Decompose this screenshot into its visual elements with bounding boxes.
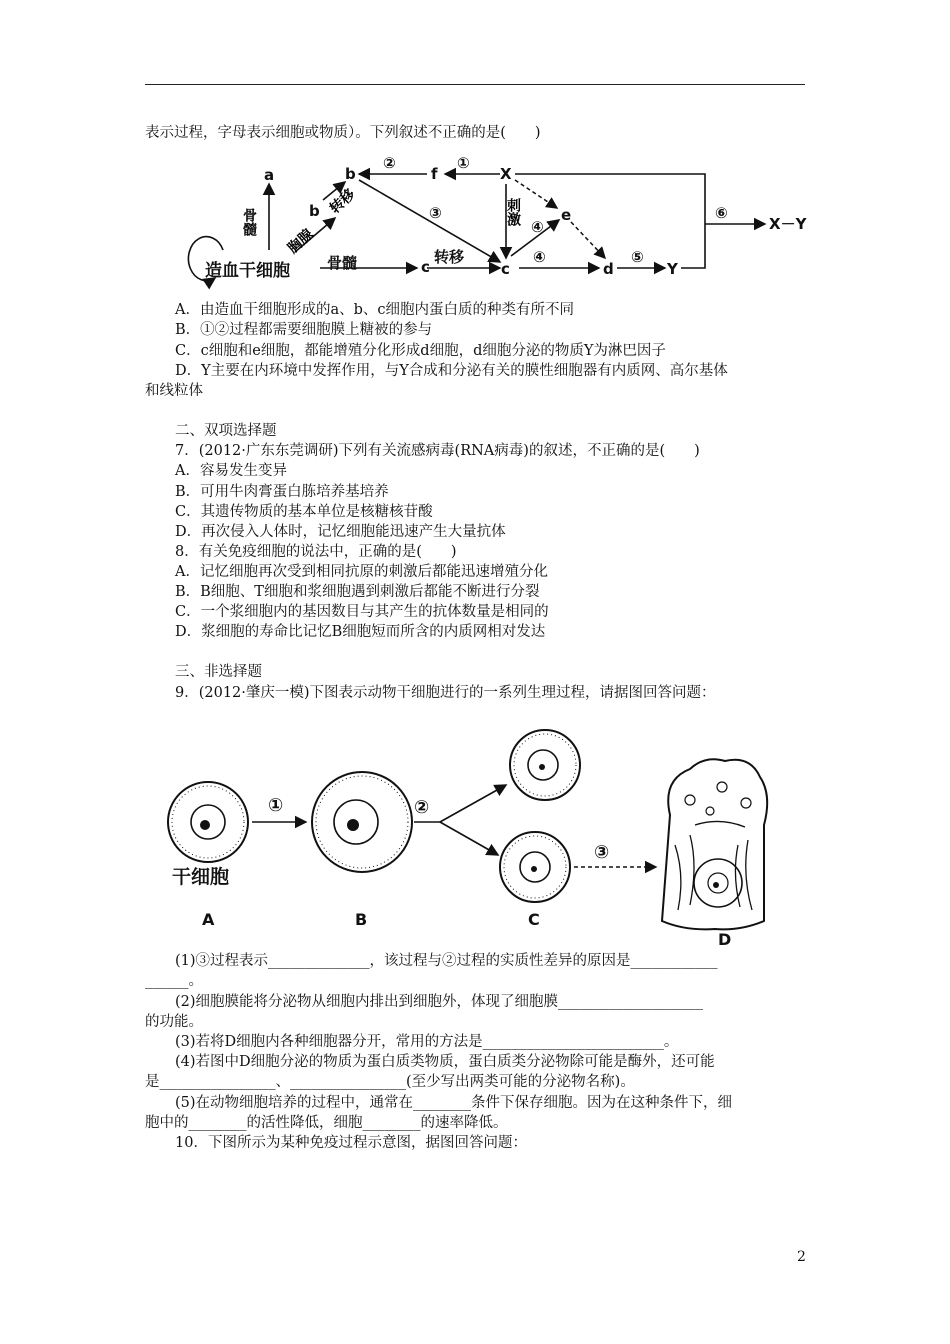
option-7a: A．容易发生变异 — [175, 463, 287, 479]
step-3: ③ — [429, 204, 442, 222]
cell-f: f — [431, 165, 438, 183]
question-9-part-2-cont: 的功能。 — [145, 1014, 203, 1030]
cell-b: b — [345, 165, 356, 183]
xy-complex: X－Y — [769, 215, 807, 233]
process-2: ② — [414, 797, 430, 818]
option-6c: C．c细胞和e细胞，都能增殖分化形成d细胞，d细胞分泌的物质Y为淋巴因子 — [175, 343, 666, 359]
section-heading-3: 三、非选择题 — [175, 664, 262, 680]
antigen-x: X — [500, 165, 512, 183]
label-d: D — [718, 930, 732, 949]
question-9: 9．(2012·肇庆一模)下图表示动物干细胞进行的一系列生理过程，请据图回答问题： — [175, 685, 716, 701]
thymus-label: 胸腺 — [284, 226, 317, 257]
option-6d-cont: 和线粒体 — [145, 383, 203, 399]
cell-b-lower: b — [309, 202, 320, 220]
question-9-part-5: (5)在动物细胞培养的过程中，通常在________条件下保存细胞。因为在这种条件下，细 — [175, 1095, 733, 1111]
step-1: ① — [457, 154, 470, 172]
step-4a: ④ — [531, 218, 544, 236]
question-9-part-3: (3)若将D细胞内各种细胞器分开，常用的方法是_________________________。 — [175, 1034, 679, 1050]
label-c: C — [528, 910, 540, 929]
label-b: B — [355, 910, 368, 929]
option-8d: D．浆细胞的寿命比记忆B细胞短而所含的内质网相对发达 — [175, 624, 546, 640]
stimulate-label: 刺激 — [505, 198, 521, 226]
question-7: 7．(2012·广东东莞调研)下列有关流感病毒(RNA病毒)的叙述，不正确的是( ) — [175, 443, 700, 459]
option-8a: A．记忆细胞再次受到相同抗原的刺激后都能迅速增殖分化 — [175, 564, 548, 580]
bone-marrow-label-2: 骨髓 — [327, 254, 358, 272]
cell-e: e — [561, 206, 572, 224]
option-8b: B．B细胞、T细胞和浆细胞遇到刺激后都能不断进行分裂 — [175, 584, 540, 600]
bone-marrow-label-1: 骨髓 — [241, 208, 257, 236]
option-6a: A．由造血干细胞形成的a、b、c细胞内蛋白质的种类有所不同 — [175, 302, 575, 318]
question-9-part-1: (1)③过程表示______________，该过程与②过程的实质性差异的原因是____________ — [175, 953, 718, 969]
stem-cell-caption: 干细胞 — [172, 866, 230, 888]
stem-cell-label: 造血干细胞 — [205, 261, 290, 281]
process-1: ① — [268, 795, 284, 816]
step-6: ⑥ — [715, 204, 728, 222]
transfer-label-2: 转移 — [434, 248, 465, 266]
process-3: ③ — [594, 842, 610, 863]
cell-d: d — [603, 260, 614, 278]
option-8c: C．一个浆细胞内的基因数目与其产生的抗体数量是相同的 — [175, 604, 549, 620]
header-rule — [145, 84, 805, 85]
cell-a: a — [264, 166, 275, 184]
substance-y: Y — [667, 260, 678, 278]
immune-flow-diagram — [195, 150, 807, 290]
section-heading-2: 二、双项选择题 — [175, 423, 277, 439]
cell-c-first: c — [421, 258, 430, 276]
question-9-part-1-cont: ______。 — [145, 973, 203, 989]
label-a: A — [202, 910, 215, 929]
step-2: ② — [383, 154, 396, 172]
page-number: 2 — [797, 1249, 806, 1265]
option-6b: B．①②过程都需要细胞膜上糖被的参与 — [175, 322, 433, 338]
option-7b: B．可用牛肉膏蛋白胨培养基培养 — [175, 484, 389, 500]
stem-cell-diagram — [150, 725, 790, 950]
cell-c: c — [501, 260, 510, 278]
text-line: 表示过程，字母表示细胞或物质）。下列叙述不正确的是( ) — [145, 125, 541, 141]
question-10: 10．下图所示为某种免疫过程示意图，据图回答问题： — [175, 1135, 527, 1151]
question-8: 8．有关免疫细胞的说法中，正确的是( ) — [175, 544, 457, 560]
question-9-part-4-cont: 是________________、________________(至少写出两类可能的分泌物名称)。 — [145, 1074, 635, 1090]
question-9-part-2: (2)细胞膜能将分泌物从细胞内排出到细胞外，体现了细胞膜____________________ — [175, 994, 704, 1010]
step-5: ⑤ — [631, 248, 644, 266]
step-4b: ④ — [533, 248, 546, 266]
option-7c: C．其遗传物质的基本单位是核糖核苷酸 — [175, 504, 433, 520]
question-9-part-4: (4)若图中D细胞分泌的物质为蛋白质类物质，蛋白质类分泌物除可能是酶外，还可能 — [175, 1054, 715, 1070]
option-6d: D．Y主要在内环境中发挥作用，与Y合成和分泌有关的膜性细胞器有内质网、高尔基体 — [175, 363, 728, 379]
option-7d: D．再次侵入人体时，记忆细胞能迅速产生大量抗体 — [175, 524, 506, 540]
transfer-label-1: 转移 — [326, 186, 359, 217]
question-9-part-5-cont: 胞中的________的活性降低，细胞________的速率降低。 — [145, 1115, 508, 1131]
